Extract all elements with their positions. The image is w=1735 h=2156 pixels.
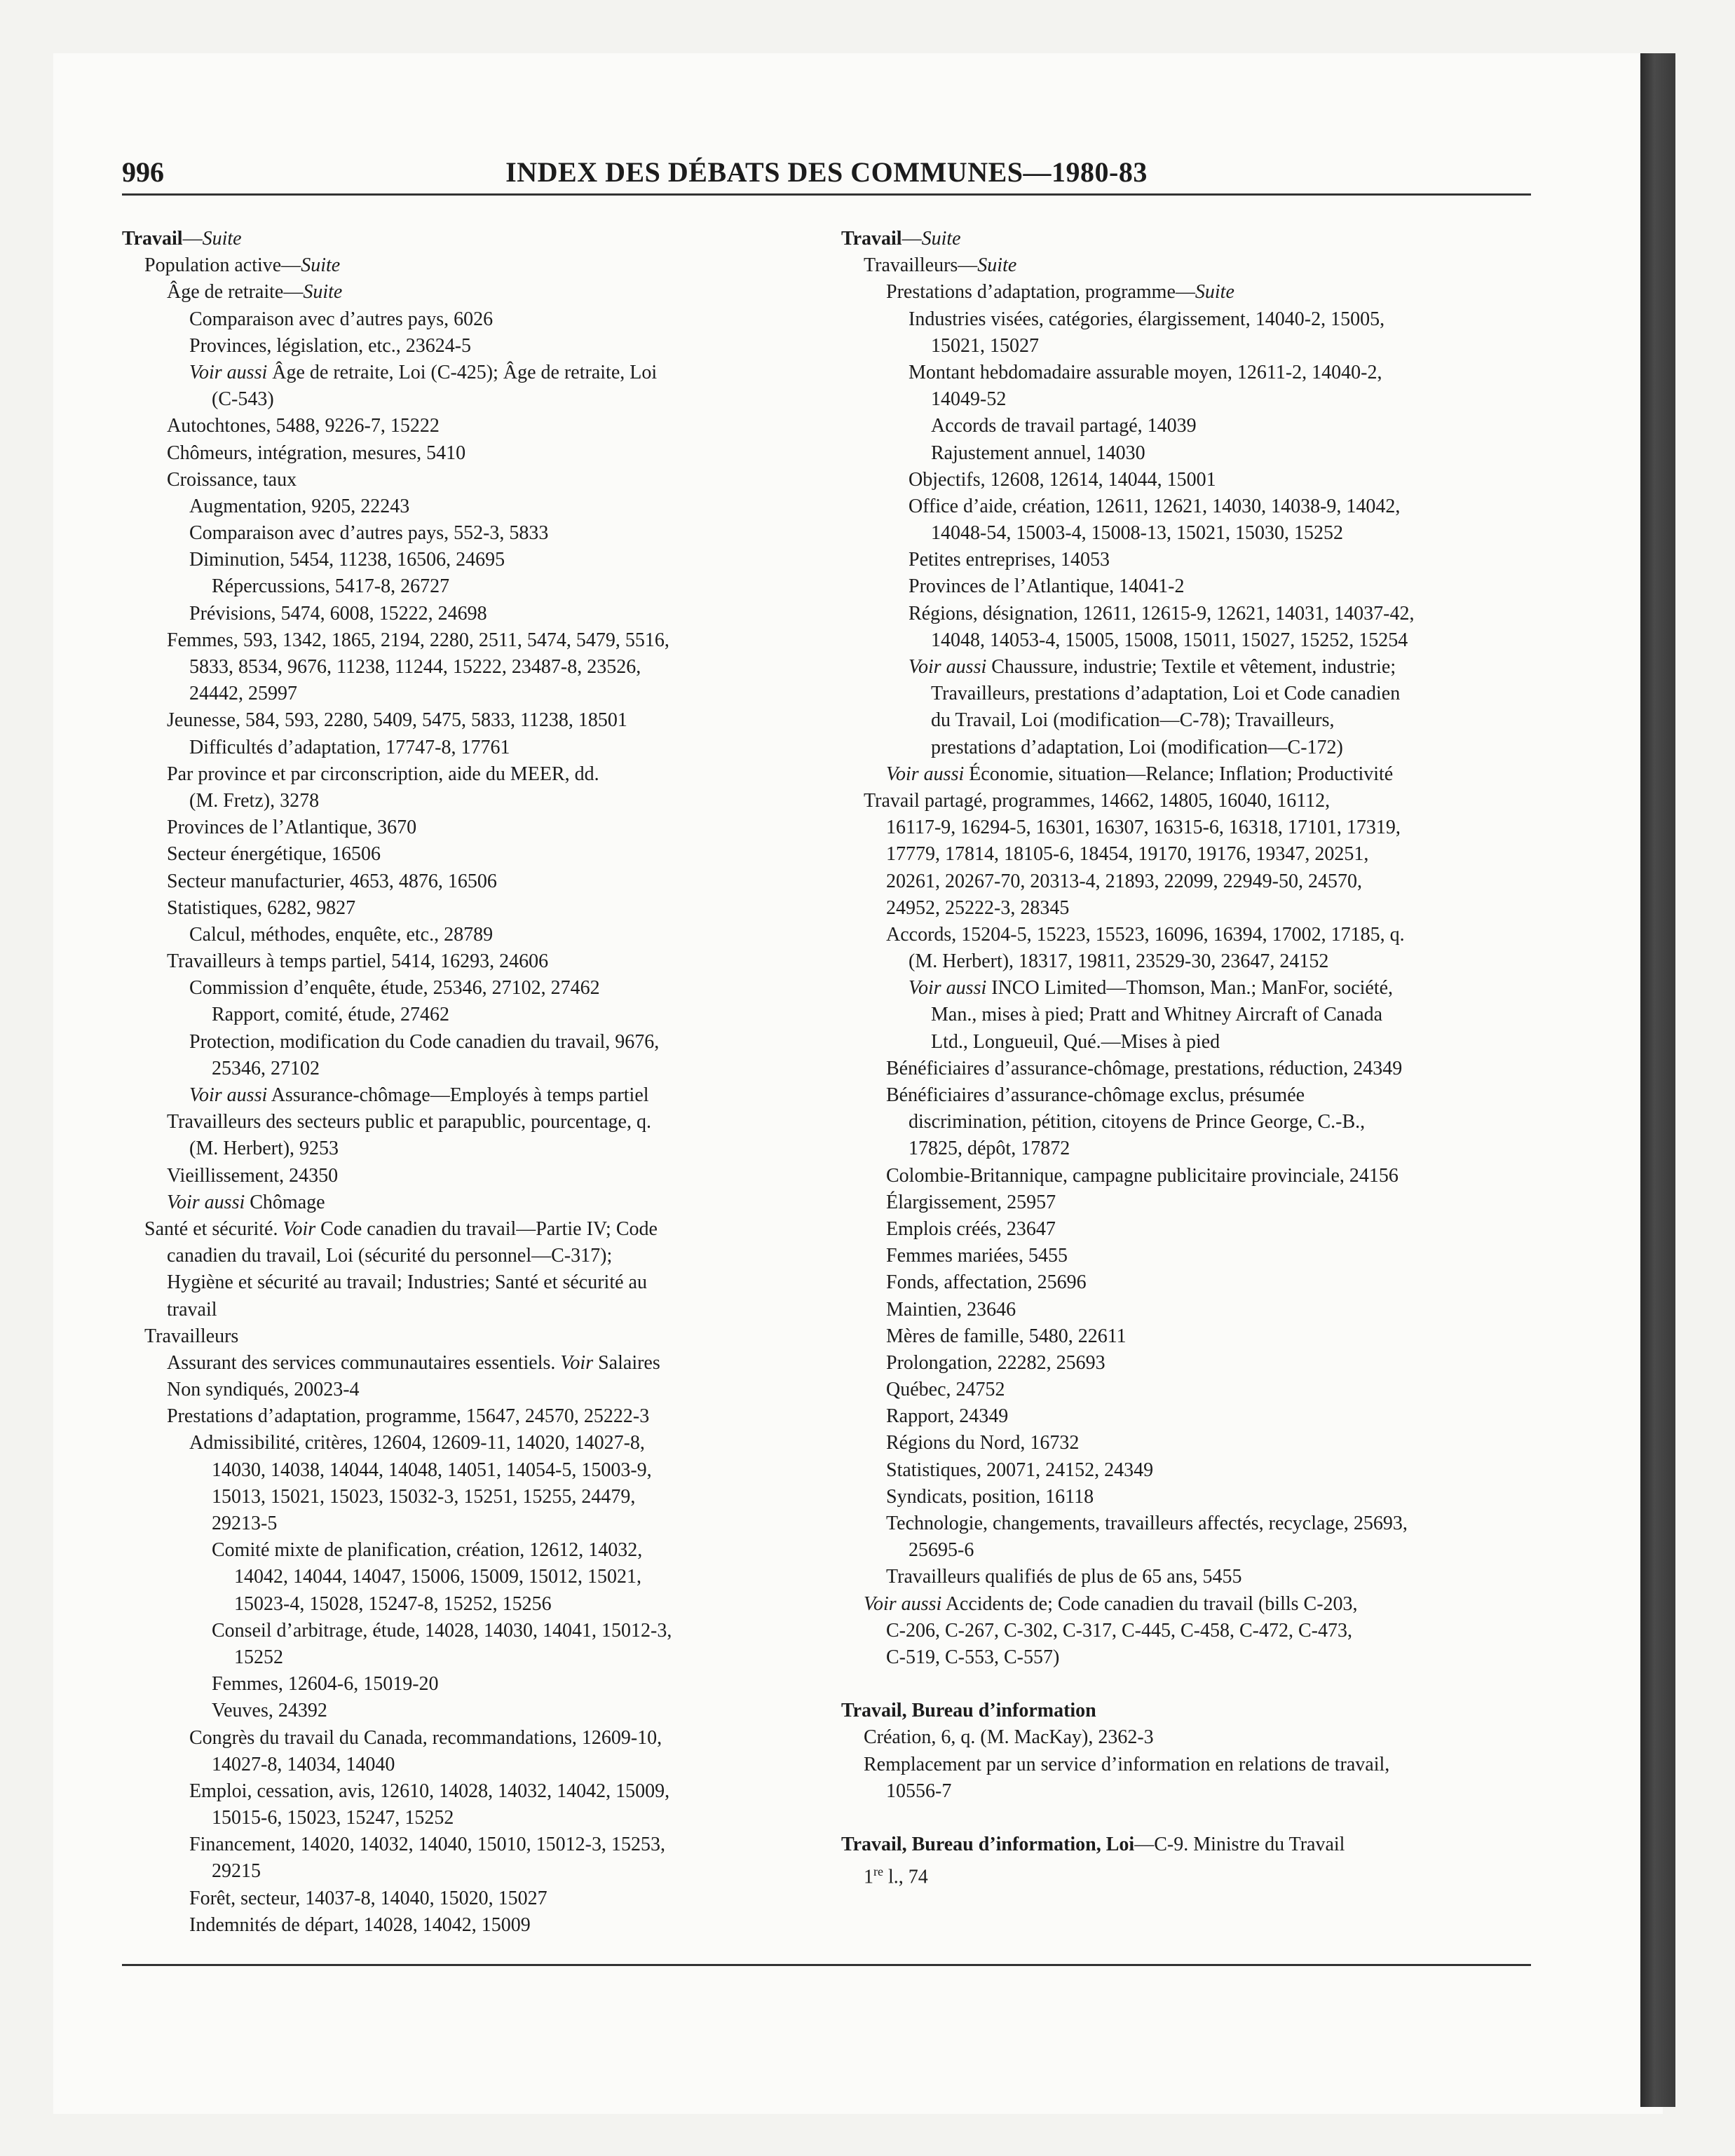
- index-entry: 15023-4, 15028, 15247-8, 15252, 15256: [234, 1592, 552, 1615]
- index-entry: (M. Herbert), 18317, 19811, 23529-30, 23647, 24152: [909, 950, 1329, 973]
- page-header: [122, 153, 1531, 196]
- index-entry: Conseil d’arbitrage, étude, 14028, 14030, 14041, 15012-3,: [212, 1619, 672, 1642]
- index-entry: Travailleurs à temps partiel, 5414, 16293, 24606: [167, 950, 549, 973]
- index-entry: Assurant des services communautaires essentiels. Voir Salaires: [167, 1351, 660, 1374]
- index-entry: Comparaison avec d’autres pays, 6026: [189, 308, 494, 330]
- index-entry: Provinces de l’Atlantique, 3670: [167, 817, 417, 839]
- binding-edge: [1640, 53, 1675, 2107]
- index-entry: Provinces de l’Atlantique, 14041-2: [909, 575, 1185, 598]
- footer-rule: [122, 1964, 1531, 1966]
- index-entry: 15013, 15021, 15023, 15032-3, 15251, 15255, 24479,: [212, 1485, 636, 1508]
- index-entry: Rapport, comité, étude, 27462: [212, 1004, 450, 1026]
- index-entry: 29215: [212, 1860, 261, 1883]
- index-entry: Voir aussi Chaussure, industrie; Textile et vêtement, industrie;: [909, 656, 1396, 678]
- page-number: 996: [122, 156, 164, 188]
- index-entry: canadien du travail, Loi (sécurité du personnel—C-317);: [167, 1245, 613, 1267]
- index-entry: Autochtones, 5488, 9226-7, 15222: [167, 415, 440, 437]
- index-entry: du Travail, Loi (modification—C-78); Travailleurs,: [931, 709, 1335, 732]
- index-entry: Répercussions, 5417-8, 26727: [212, 575, 450, 598]
- index-entry: Man., mises à pied; Pratt and Whitney Aircraft of Canada: [931, 1004, 1383, 1026]
- index-entry: 24442, 25997: [189, 683, 297, 705]
- index-entry: Industries visées, catégories, élargissement, 14040-2, 15005,: [909, 308, 1385, 330]
- index-entry: Régions, désignation, 12611, 12615-9, 12621, 14031, 14037-42,: [909, 602, 1415, 625]
- index-entry: Voir aussi Accidents de; Code canadien du travail (bills C-203,: [864, 1592, 1358, 1615]
- index-entry: Secteur manufacturier, 4653, 4876, 16506: [167, 870, 497, 892]
- index-heading: Travail—Suite: [122, 228, 242, 250]
- index-entry: Petites entreprises, 14053: [909, 549, 1110, 571]
- index-entry: Indemnités de départ, 14028, 14042, 15009: [189, 1913, 531, 1936]
- index-entry: Emploi, cessation, avis, 12610, 14028, 14032, 14042, 15009,: [189, 1780, 670, 1802]
- index-entry: Travailleurs—Suite: [864, 254, 1017, 277]
- index-entry: Mères de famille, 5480, 22611: [886, 1325, 1127, 1347]
- index-entry: Financement, 14020, 14032, 14040, 15010, 15012-3, 15253,: [189, 1834, 665, 1856]
- index-entry: C-206, C-267, C-302, C-317, C-445, C-458, C-472, C-473,: [886, 1619, 1352, 1642]
- index-entry: Femmes mariées, 5455: [886, 1245, 1068, 1267]
- index-column-right: [841, 226, 1514, 1888]
- index-entry: Protection, modification du Code canadien du travail, 9676,: [189, 1030, 660, 1053]
- index-entry: 24952, 25222-3, 28345: [886, 896, 1070, 919]
- index-entry: Ltd., Longueuil, Qué.—Mises à pied: [931, 1030, 1220, 1053]
- index-entry: Régions du Nord, 16732: [886, 1432, 1080, 1454]
- index-entry: Hygiène et sécurité au travail; Industries; Santé et sécurité au: [167, 1271, 647, 1294]
- index-entry: Jeunesse, 584, 593, 2280, 5409, 5475, 5833, 11238, 18501: [167, 709, 627, 732]
- index-entry: Travailleurs, prestations d’adaptation, Loi et Code canadien: [931, 683, 1401, 705]
- index-entry: Accords, 15204-5, 15223, 15523, 16096, 16394, 17002, 17185, q.: [886, 923, 1405, 946]
- index-entry: Âge de retraite—Suite: [167, 281, 343, 303]
- entry-spacer: [841, 1805, 1514, 1831]
- index-entry: 14027-8, 14034, 14040: [212, 1753, 395, 1775]
- index-entry: Rajustement annuel, 14030: [931, 442, 1145, 464]
- index-entry: Vieillissement, 24350: [167, 1164, 339, 1187]
- index-entry: Comité mixte de planification, création, 12612, 14032,: [212, 1539, 643, 1562]
- index-entry: Difficultés d’adaptation, 17747-8, 17761: [189, 736, 510, 758]
- index-entry: Travail partagé, programmes, 14662, 14805, 16040, 16112,: [864, 789, 1331, 812]
- index-entry: Prolongation, 22282, 25693: [886, 1351, 1105, 1374]
- index-entry: Provinces, législation, etc., 23624-5: [189, 334, 472, 357]
- index-entry: 20261, 20267-70, 20313-4, 21893, 22099, 22949-50, 24570,: [886, 870, 1362, 892]
- index-entry: Objectifs, 12608, 12614, 14044, 15001: [909, 468, 1216, 491]
- index-entry: Voir aussi Âge de retraite, Loi (C-425); Âge de retraite, Loi: [189, 361, 658, 383]
- index-heading: Travail, Bureau d’information: [841, 1700, 1096, 1722]
- index-entry: 15015-6, 15023, 15247, 15252: [212, 1807, 454, 1829]
- index-entry: 1re l., 74: [864, 1864, 928, 1888]
- index-entry: 14030, 14038, 14044, 14048, 14051, 14054-5, 15003-9,: [212, 1459, 652, 1481]
- index-entry: discrimination, pétition, citoyens de Prince George, C.-B.,: [909, 1111, 1366, 1133]
- index-entry: Bénéficiaires d’assurance-chômage exclus, présumée: [886, 1084, 1305, 1106]
- index-entry: 14048-54, 15003-4, 15008-13, 15021, 15030, 15252: [931, 522, 1343, 545]
- index-entry: Veuves, 24392: [212, 1700, 327, 1722]
- index-entry: 17779, 17814, 18105-6, 18454, 19170, 19176, 19347, 20251,: [886, 843, 1369, 866]
- index-entry: travail: [167, 1298, 217, 1321]
- index-entry: C-519, C-553, C-557): [886, 1646, 1060, 1668]
- index-entry: 16117-9, 16294-5, 16301, 16307, 16315-6, 16318, 17101, 17319,: [886, 817, 1401, 839]
- index-entry: Bénéficiaires d’assurance-chômage, prestations, réduction, 24349: [886, 1057, 1403, 1079]
- index-entry: Office d’aide, création, 12611, 12621, 14030, 14038-9, 14042,: [909, 495, 1401, 517]
- index-entry: Commission d’enquête, étude, 25346, 27102, 27462: [189, 977, 600, 999]
- index-entry: Technologie, changements, travailleurs affectés, recyclage, 25693,: [886, 1513, 1408, 1534]
- index-entry: 14049-52: [931, 388, 1007, 411]
- index-entry: Élargissement, 25957: [886, 1191, 1056, 1213]
- index-entry: Secteur énergétique, 16506: [167, 843, 381, 866]
- index-entry: 10556-7: [886, 1780, 952, 1802]
- index-entry: 17825, dépôt, 17872: [909, 1138, 1070, 1160]
- index-entry: Fonds, affectation, 25696: [886, 1271, 1087, 1294]
- index-entry: Statistiques, 6282, 9827: [167, 896, 356, 919]
- index-entry: Par province et par circonscription, aide du MEER, dd.: [167, 763, 599, 785]
- index-entry: 14048, 14053-4, 15005, 15008, 15011, 15027, 15252, 15254: [931, 629, 1408, 651]
- index-heading: Travail—Suite: [841, 228, 961, 250]
- index-entry: Statistiques, 20071, 24152, 24349: [886, 1459, 1154, 1481]
- index-entry: Travailleurs qualifiés de plus de 65 ans, 5455: [886, 1566, 1242, 1588]
- index-entry: Population active—Suite: [144, 254, 341, 277]
- index-entry: 15021, 15027: [931, 334, 1039, 357]
- index-entry: Santé et sécurité. Voir Code canadien du travail—Partie IV; Code: [144, 1217, 658, 1240]
- index-entry: Voir aussi Assurance-chômage—Employés à temps partiel: [189, 1084, 649, 1106]
- index-entry: Forêt, secteur, 14037-8, 14040, 15020, 15027: [189, 1887, 547, 1909]
- index-entry: Congrès du travail du Canada, recommandations, 12609-10,: [189, 1726, 662, 1749]
- index-heading: Travail, Bureau d’information, Loi—C-9. Ministre du Travail: [841, 1833, 1345, 1855]
- index-entry: Croissance, taux: [167, 468, 297, 491]
- index-entry: Montant hebdomadaire assurable moyen, 12611-2, 14040-2,: [909, 361, 1382, 383]
- index-entry: Colombie-Britannique, campagne publicitaire provinciale, 24156: [886, 1164, 1399, 1187]
- index-entry: (M. Herbert), 9253: [189, 1138, 339, 1160]
- index-entry: Comparaison avec d’autres pays, 552-3, 5833: [189, 522, 549, 545]
- index-entry: (M. Fretz), 3278: [189, 789, 320, 812]
- index-entry: Travailleurs des secteurs public et parapublic, pourcentage, q.: [167, 1111, 651, 1133]
- index-entry: Création, 6, q. (M. MacKay), 2362-3: [864, 1726, 1154, 1749]
- index-entry: 25346, 27102: [212, 1057, 320, 1079]
- index-entry: Travailleurs: [144, 1325, 239, 1347]
- index-entry: Prestations d’adaptation, programme—Suite: [886, 281, 1234, 303]
- index-entry: Prestations d’adaptation, programme, 15647, 24570, 25222-3: [167, 1405, 650, 1428]
- index-entry: Non syndiqués, 20023-4: [167, 1379, 360, 1401]
- index-entry: (C-543): [212, 388, 274, 411]
- running-title: INDEX DES DÉBATS DES COMMUNES—1980-83: [505, 156, 1148, 188]
- index-entry: Calcul, méthodes, enquête, etc., 28789: [189, 923, 494, 946]
- index-entry: Rapport, 24349: [886, 1405, 1009, 1428]
- index-entry: Chômeurs, intégration, mesures, 5410: [167, 442, 466, 464]
- index-entry: Prévisions, 5474, 6008, 15222, 24698: [189, 602, 487, 625]
- index-entry: 5833, 8534, 9676, 11238, 11244, 15222, 23487-8, 23526,: [189, 656, 641, 678]
- index-entry: 14042, 14044, 14047, 15006, 15009, 15012, 15021,: [234, 1566, 641, 1588]
- entry-spacer: [841, 1671, 1514, 1698]
- index-entry: Syndicats, position, 16118: [886, 1485, 1094, 1508]
- index-entry: Maintien, 23646: [886, 1298, 1016, 1321]
- index-entry: 15252: [234, 1646, 283, 1668]
- index-entry: Voir aussi Chômage: [167, 1191, 325, 1213]
- index-entry: 25695-6: [909, 1539, 974, 1562]
- index-entry: prestations d’adaptation, Loi (modification—C-172): [931, 736, 1343, 758]
- index-entry: Femmes, 12604-6, 15019-20: [212, 1673, 439, 1696]
- index-entry: Femmes, 593, 1342, 1865, 2194, 2280, 2511, 5474, 5479, 5516,: [167, 629, 669, 651]
- index-entry: Voir aussi INCO Limited—Thomson, Man.; ManFor, société,: [909, 977, 1394, 999]
- index-entry: 29213-5: [212, 1513, 278, 1534]
- index-entry: Québec, 24752: [886, 1379, 1005, 1401]
- index-entry: Remplacement par un service d’information en relations de travail,: [864, 1753, 1390, 1775]
- index-entry: Diminution, 5454, 11238, 16506, 24695: [189, 549, 505, 571]
- index-column-left: [122, 226, 795, 1939]
- index-entry: Admissibilité, critères, 12604, 12609-11, 14020, 14027-8,: [189, 1432, 645, 1454]
- index-entry: Emplois créés, 23647: [886, 1217, 1056, 1240]
- index-entry: Accords de travail partagé, 14039: [931, 415, 1197, 437]
- index-entry: Voir aussi Économie, situation—Relance; Inflation; Productivité: [886, 763, 1394, 785]
- index-entry: Augmentation, 9205, 22243: [189, 495, 410, 517]
